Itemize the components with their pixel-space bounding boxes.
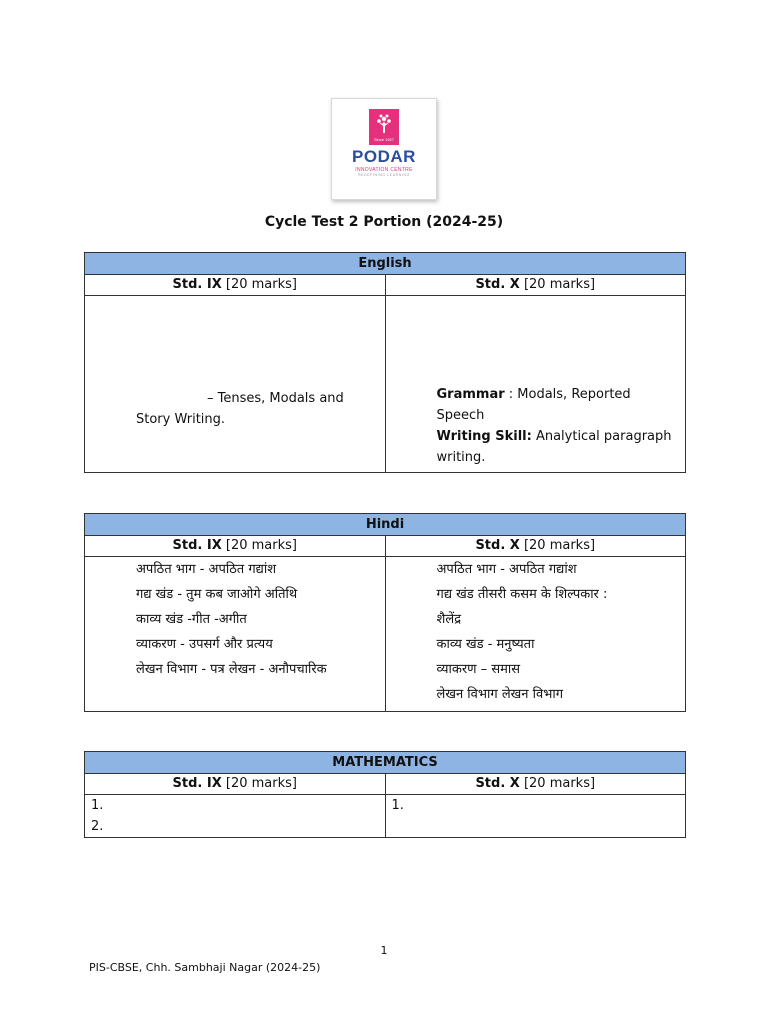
footer-school: PIS-CBSE, Chh. Sambhaji Nagar (2024-25): [89, 961, 321, 974]
english-ix-line-1: – Tenses, Modals and: [207, 391, 344, 406]
list-item: लेखन विभाग - पत्र लेखन - अनौपचारिक: [136, 662, 327, 677]
list-item: काव्य खंड -गीत -अगीत: [136, 612, 247, 627]
list-item: 1.: [391, 798, 404, 813]
hindi-std-x-header: Std. X [20 marks]: [385, 536, 686, 557]
list-item: शैलेंद्र: [436, 612, 462, 627]
list-item: अपठित भाग - अपठित गद्यांश: [136, 562, 277, 577]
list-item: गद्य खंड तीसरी कसम के शिल्पकार :: [436, 587, 608, 602]
hindi-std-x-content: [385, 557, 686, 712]
page-number: 1: [380, 944, 388, 957]
podar-logo: [331, 98, 437, 200]
tree-icon: [369, 109, 399, 145]
hindi-std-ix-content: [85, 557, 386, 712]
english-table: [84, 252, 686, 473]
hindi-std-ix-header: Std. IX [20 marks]: [85, 536, 386, 557]
english-std-ix-content: [85, 296, 386, 473]
list-item: व्याकरण - उपसर्ग और प्रत्यय: [136, 637, 273, 652]
english-std-ix-header: Std. IX [20 marks]: [85, 275, 386, 296]
mathematics-std-ix-header: Std. IX [20 marks]: [85, 774, 386, 795]
list-item: अपठित भाग - अपठित गद्यांश: [436, 562, 577, 577]
list-item: गद्य खंड - तुम कब जाओगे अतिथि: [136, 587, 298, 602]
mathematics-std-ix-content: [85, 795, 386, 838]
english-x-writing-cont: writing.: [436, 450, 486, 465]
mathematics-table: [84, 751, 686, 838]
list-item: 1.: [91, 798, 104, 813]
list-item: काव्य खंड - मनुष्यता: [436, 637, 535, 652]
english-x-grammar: Grammar : Modals, Reported: [436, 387, 631, 402]
list-item: 2.: [91, 819, 104, 834]
logo-subtitle: INNOVATION CENTRE: [355, 167, 413, 173]
english-std-x-header: Std. X [20 marks]: [385, 275, 686, 296]
english-std-x-content: [385, 296, 686, 473]
english-x-grammar-cont: Speech: [436, 408, 485, 423]
mathematics-std-x-content: [385, 795, 686, 838]
logo-tagline: REDEFINING LEARNING: [358, 173, 410, 177]
mathematics-std-x-header: Std. X [20 marks]: [385, 774, 686, 795]
english-heading: English: [85, 253, 686, 275]
logo-name: PODAR: [352, 147, 416, 166]
hindi-heading: Hindi: [85, 514, 686, 536]
hindi-table: [84, 513, 686, 712]
english-ix-line-2: Story Writing.: [136, 412, 226, 427]
list-item: व्याकरण – समास: [436, 662, 521, 677]
english-x-writing: Writing Skill: Analytical paragraph: [436, 429, 672, 444]
page-title: Cycle Test 2 Portion (2024-25): [264, 214, 504, 230]
list-item: लेखन विभाग लेखन विभाग: [436, 687, 564, 702]
logo-since: Since 1927: [373, 136, 394, 142]
mathematics-heading: MATHEMATICS: [85, 752, 686, 774]
